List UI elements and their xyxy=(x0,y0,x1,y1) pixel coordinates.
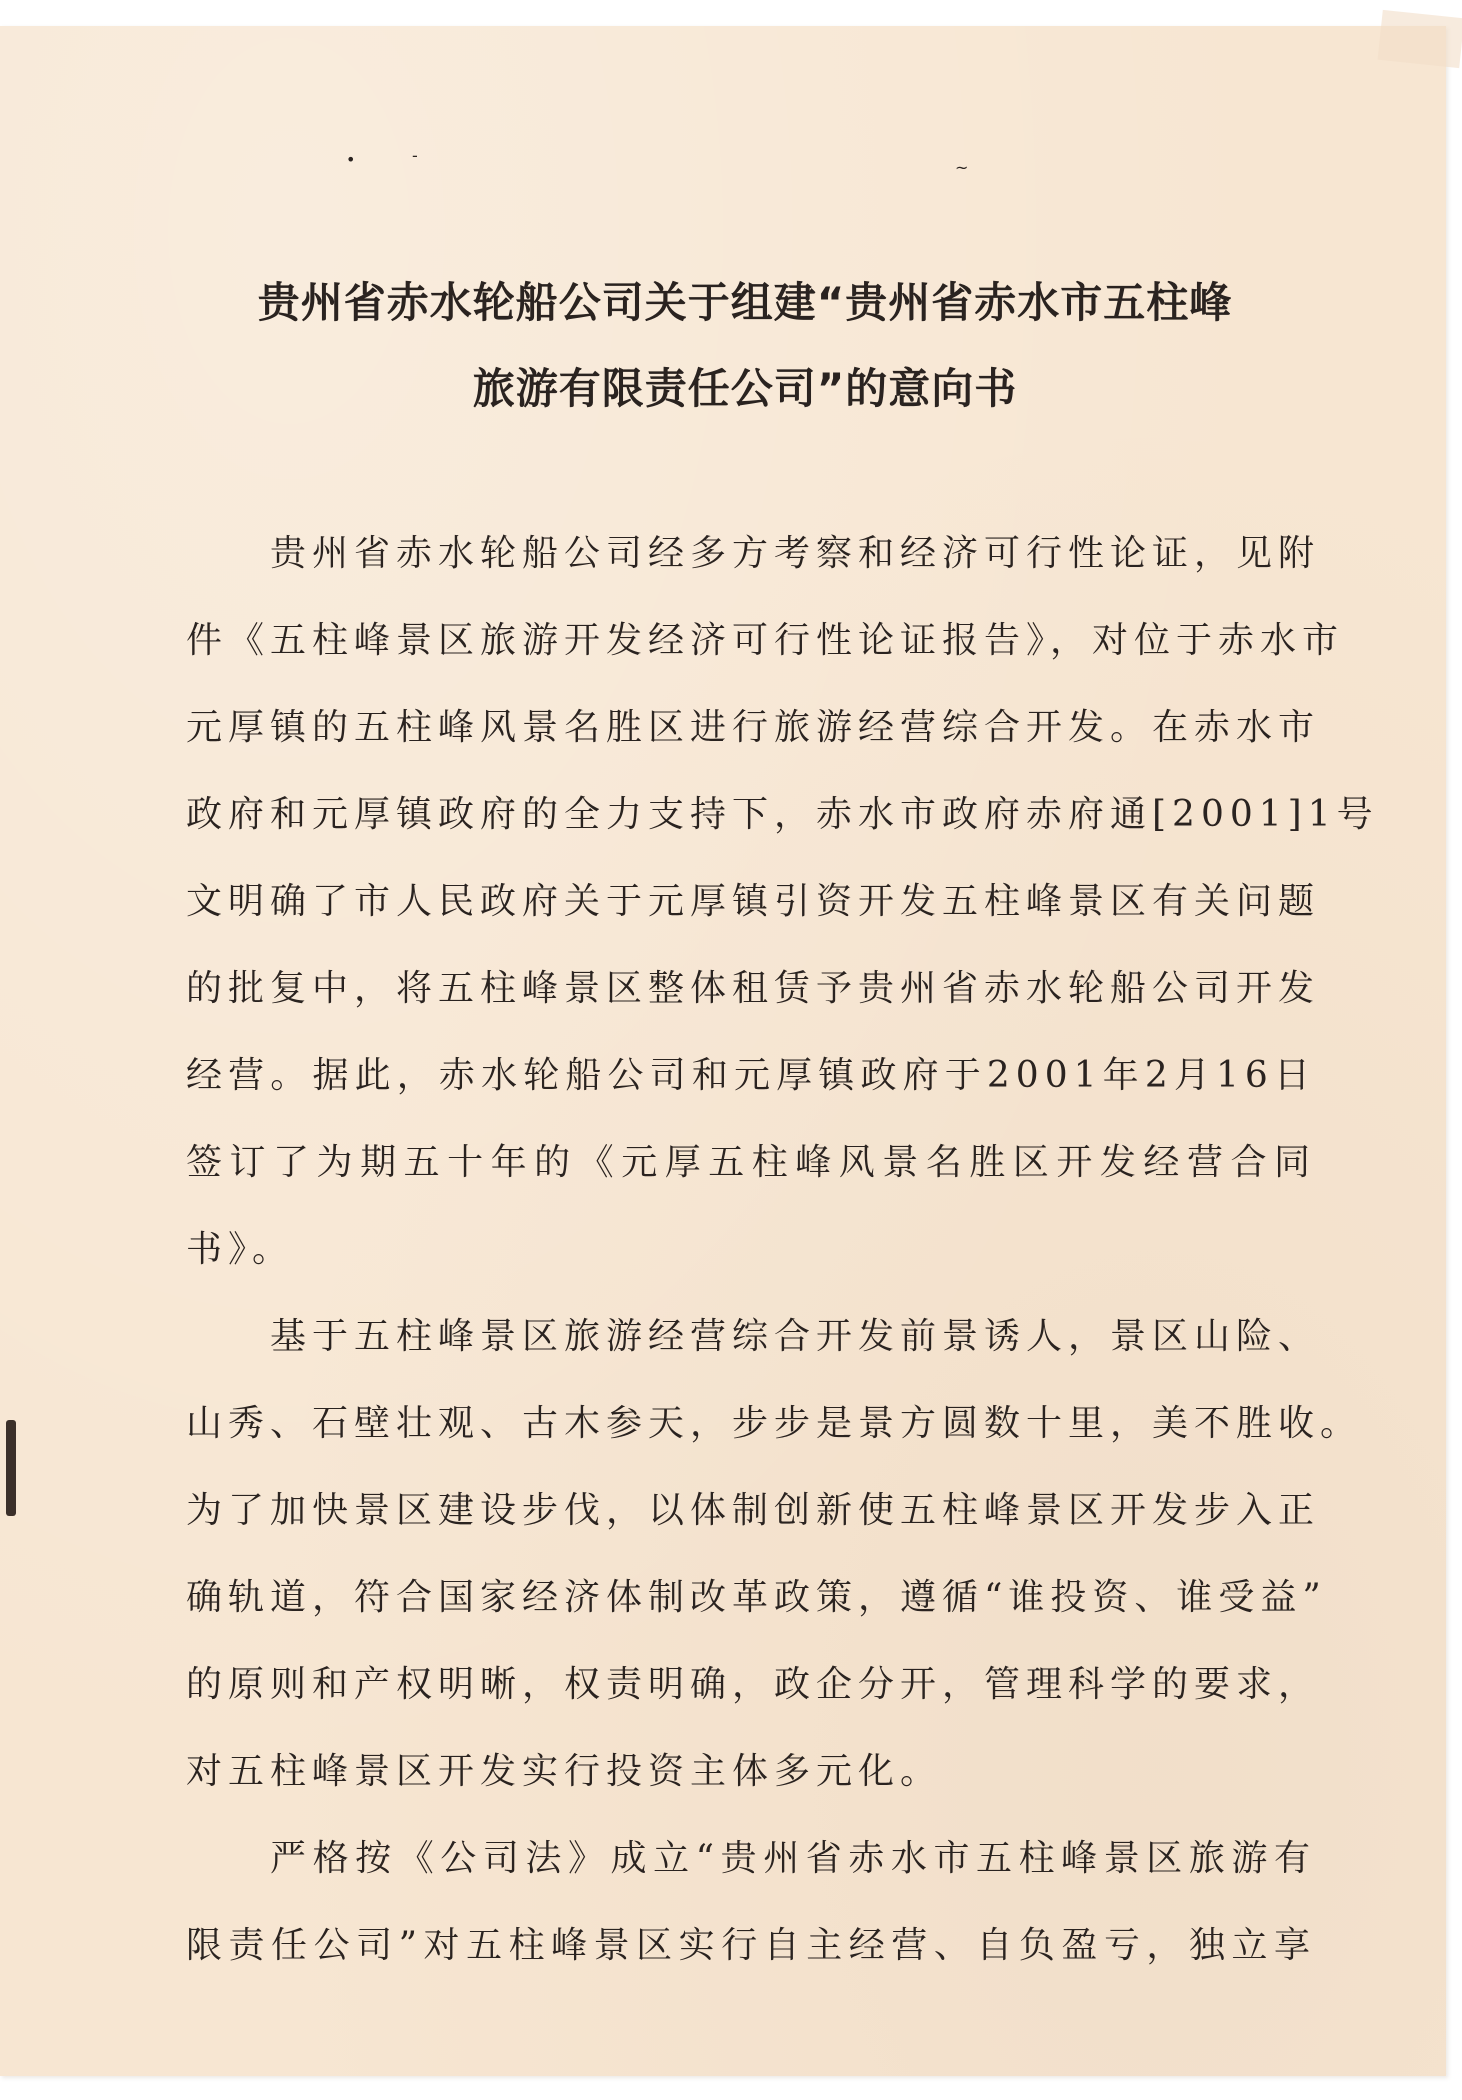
paragraph-1-line-1: 贵州省赤水轮船公司经多方考察和经济可行性论证，见附 xyxy=(270,533,1321,574)
document-title-line-2: 旅游有限责任公司”的意向书 xyxy=(472,364,1018,413)
paragraph-2-line-4: 确轨道，符合国家经济体制改革政策，遵循“谁投资、谁受益” xyxy=(186,1577,1327,1618)
binding-mark xyxy=(6,1420,16,1516)
paragraph-2-line-3: 为了加快景区建设步伐，以体制创新使五柱峰景区开发步入正 xyxy=(186,1490,1321,1531)
speck-mark: • xyxy=(346,150,356,169)
paragraph-3-line-2: 限责任公司”对五柱峰景区实行自主经营、自负盈亏，独立享 xyxy=(186,1925,1316,1966)
paragraph-3-line-1: 严格按《公司法》成立“贵州省赤水市五柱峰景区旅游有 xyxy=(270,1838,1316,1879)
paragraph-1-line-6: 的批复中，将五柱峰景区整体租赁予贵州省赤水轮船公司开发 xyxy=(186,968,1321,1009)
paragraph-1-line-4: 政府和元厚镇政府的全力支持下，赤水市政府赤府通[2001]1号 xyxy=(186,794,1379,835)
paper-corner-edge xyxy=(1378,10,1462,68)
paragraph-2-line-2: 山秀、石壁壮观、古木参天，步步是景方圆数十里，美不胜收。 xyxy=(186,1403,1363,1444)
paragraph-1-line-2: 件《五柱峰景区旅游开发经济可行性论证报告》，对位于赤水市 xyxy=(186,620,1345,661)
paragraph-2-line-5: 的原则和产权明晰，权责明确，政企分开，管理科学的要求， xyxy=(186,1664,1321,1705)
speck-mark: - xyxy=(412,146,418,165)
speck-mark: ~ xyxy=(955,158,969,177)
paragraph-1-line-9: 书》。 xyxy=(186,1229,295,1270)
paragraph-1-line-8: 签订了为期五十年的《元厚五柱峰风景名胜区开发经营合同 xyxy=(186,1142,1316,1183)
paragraph-1-line-5: 文明确了市人民政府关于元厚镇引资开发五柱峰景区有关问题 xyxy=(186,881,1321,922)
paragraph-1-line-3: 元厚镇的五柱峰风景名胜区进行旅游经营综合开发。在赤水市 xyxy=(186,707,1321,748)
document-title-line-1: 贵州省赤水轮船公司关于组建“贵州省赤水市五柱峰 xyxy=(257,278,1233,327)
paragraph-2-line-6: 对五柱峰景区开发实行投资主体多元化。 xyxy=(186,1751,943,1792)
paragraph-2-line-1: 基于五柱峰景区旅游经营综合开发前景诱人，景区山险、 xyxy=(270,1316,1321,1357)
paragraph-1-line-7: 经营。据此，赤水轮船公司和元厚镇政府于2001年2月16日 xyxy=(186,1055,1316,1096)
